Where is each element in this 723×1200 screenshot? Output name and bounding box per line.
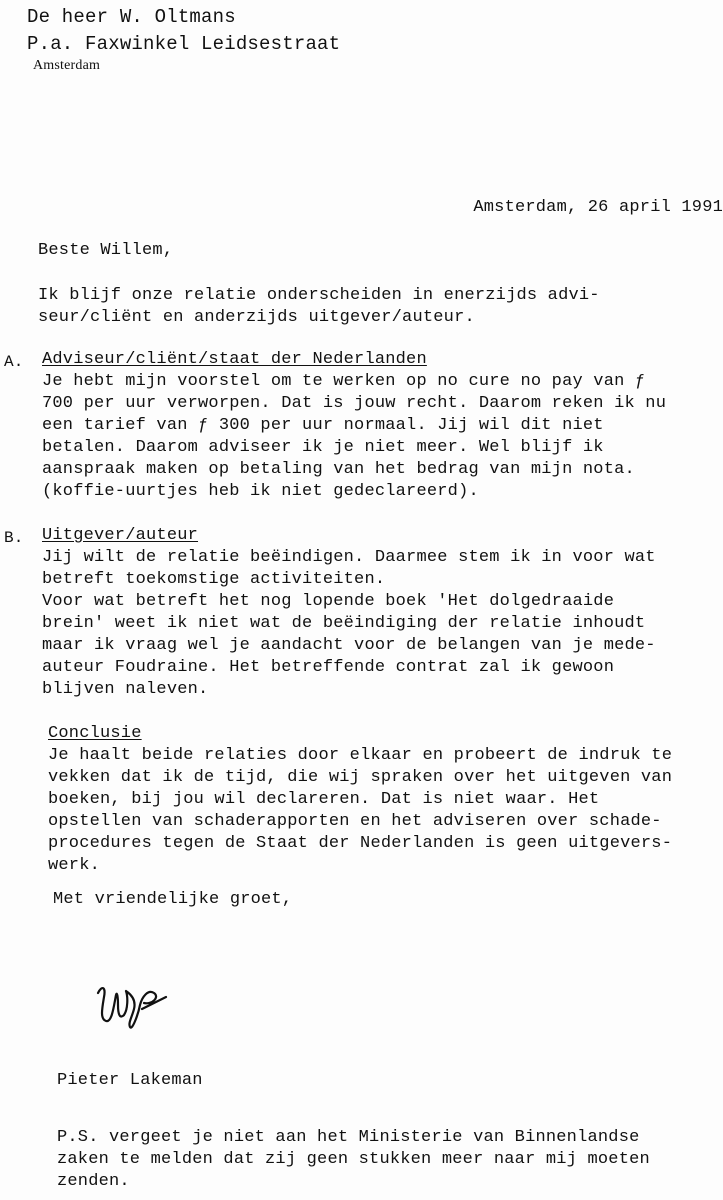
section-a-line: (koffie-uurtjes heb ik niet gedeclareerd).: [42, 482, 479, 501]
section-b-line: blijven naleven.: [42, 680, 209, 699]
closing: Met vriendelijke groet,: [53, 890, 293, 909]
conclusion-line: boeken, bij jou wil declareren. Dat is niet waar. Het: [48, 790, 600, 809]
handwritten-signature: [92, 975, 172, 1035]
section-a-line: aanspraak maken op betaling van het bedrag van mijn nota.: [42, 460, 635, 479]
postscript-line: zaken te melden dat zij geen stukken meer naar mij moeten: [57, 1150, 650, 1169]
section-a-letter: A.: [4, 353, 24, 371]
section-a-line: Je hebt mijn voorstel om te werken op no cure no pay van ƒ: [42, 372, 646, 391]
postscript-line: zenden.: [57, 1172, 130, 1191]
conclusion-heading: Conclusie: [48, 724, 142, 743]
section-a-line: 700 per uur verworpen. Dat is jouw recht. Daarom reken ik nu: [42, 394, 667, 413]
intro-paragraph: [38, 285, 723, 329]
section-b-line: maar ik vraag wel je aandacht voor de belangen van je mede-: [42, 636, 656, 655]
section-a-line: betalen. Daarom adviseer ik je niet meer. Wel blijf ik: [42, 438, 604, 457]
recipient-city: Amsterdam: [33, 58, 101, 73]
postscript: [57, 1127, 723, 1193]
conclusion-line: werk.: [48, 856, 101, 875]
conclusion-line: Je haalt beide relaties door elkaar en probeert de indruk te: [48, 746, 673, 765]
conclusion-section: [48, 723, 723, 877]
section-b-letter: B.: [4, 529, 24, 547]
conclusion-line: procedures tegen de Staat der Nederlanden is geen uitgevers-: [48, 834, 673, 853]
section-b-heading: Uitgever/auteur: [42, 526, 199, 545]
signer-name: Pieter Lakeman: [57, 1071, 203, 1090]
section-a: [42, 349, 723, 503]
intro-line: Ik blijf onze relatie onderscheiden in enerzijds advi-: [38, 286, 600, 305]
section-a-line: een tarief van ƒ 300 per uur normaal. Jij wil dit niet: [42, 416, 604, 435]
section-b: [42, 525, 723, 701]
section-a-heading: Adviseur/cliënt/staat der Nederlanden: [42, 350, 427, 369]
section-b-line: brein' weet ik niet wat de beëindiging der relatie inhoudt: [42, 614, 646, 633]
postscript-line: P.S. vergeet je niet aan het Ministerie van Binnenlandse: [57, 1128, 640, 1147]
date-line: Amsterdam, 26 april 1991: [473, 198, 723, 217]
section-b-line: auteur Foudraine. Het betreffende contrat zal ik gewoon: [42, 658, 615, 677]
section-b-line: Jij wilt de relatie beëindigen. Daarmee stem ik in voor wat: [42, 548, 656, 567]
section-b-line: Voor wat betreft het nog lopende boek 'Het dolgedraaide: [42, 592, 615, 611]
recipient-name: De heer W. Oltmans: [27, 6, 236, 28]
intro-line: seur/cliënt en anderzijds uitgever/auteur.: [38, 308, 475, 327]
conclusion-line: opstellen van schaderapporten en het adviseren over schade-: [48, 812, 662, 831]
recipient-street: P.a. Faxwinkel Leidsestraat: [27, 33, 341, 55]
salutation: Beste Willem,: [38, 241, 174, 260]
conclusion-line: vekken dat ik de tijd, die wij spraken over het uitgeven van: [48, 768, 673, 787]
section-b-line: betreft toekomstige activiteiten.: [42, 570, 386, 589]
